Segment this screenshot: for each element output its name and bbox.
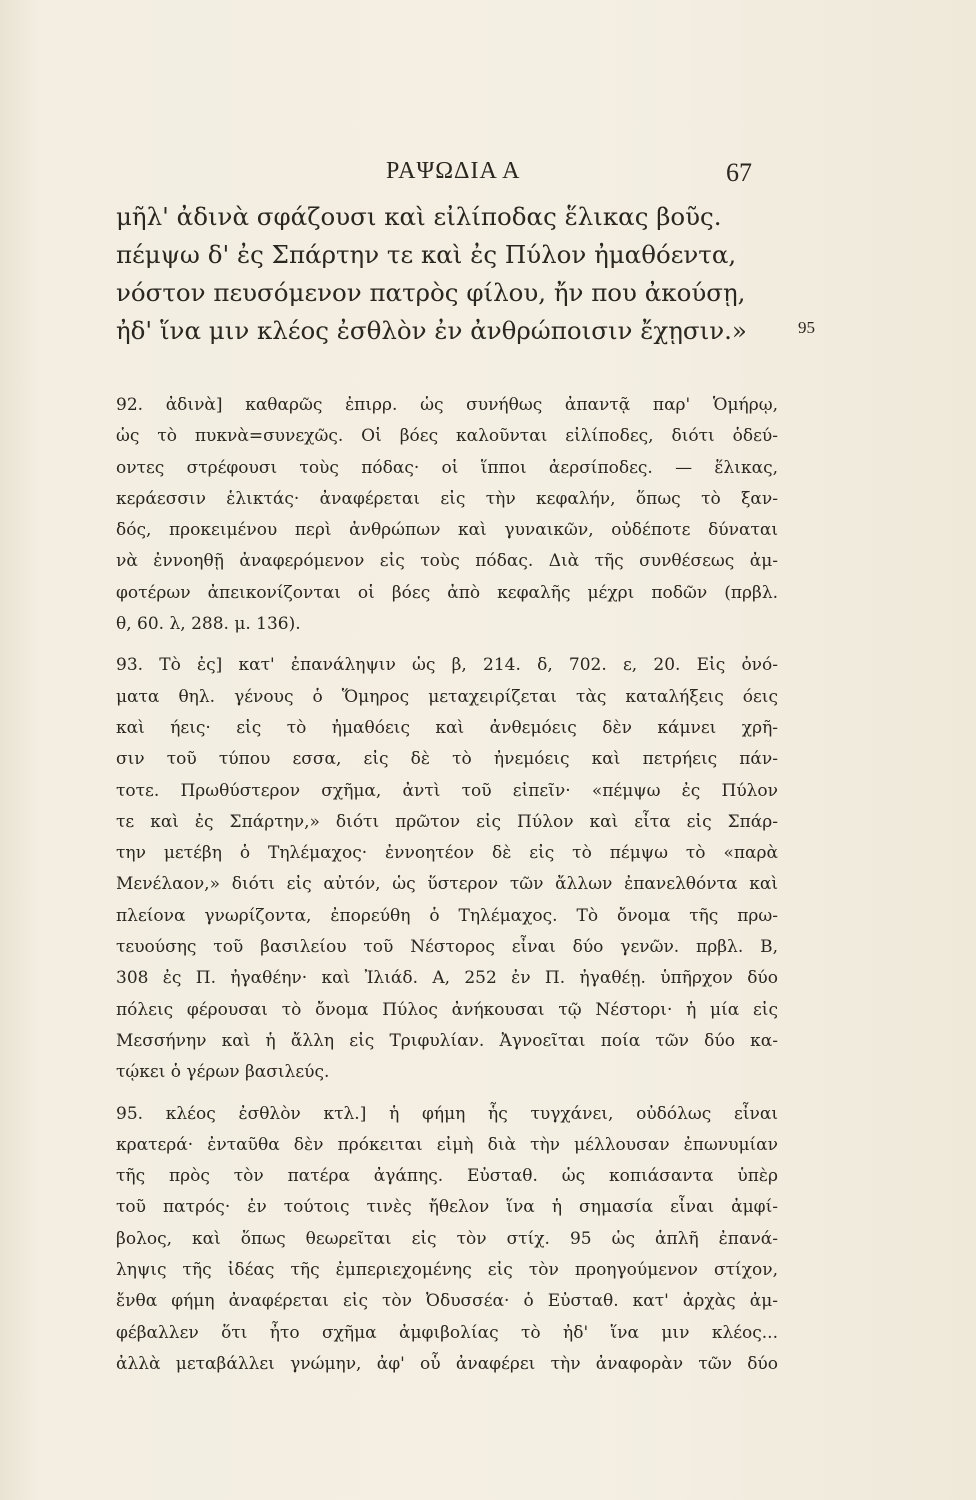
commentary-line: οντες στρέφουσι τοὺς πόδας· οἱ ἵπποι ἀερσίποδες. — ἕλικας, xyxy=(116,457,778,478)
commentary-line: ὡς τὸ πυκνὰ=συνεχῶς. Οἱ βόες καλοῦνται εἰλίποδες, διότι ὁδεύ- xyxy=(116,426,778,447)
commentary-line: τοτε. Πρωθύστερον σχῆμα, ἀντὶ τοῦ εἰπεῖν· «πέμψω ἐς Πύλον xyxy=(116,780,778,801)
commentary-line: τε καὶ ἐς Σπάρτην,» διότι πρῶτον εἰς Πύλον καὶ εἶτα εἰς Σπάρ- xyxy=(116,811,778,832)
commentary-line: βολος, καὶ ὅπως θεωρεῖται εἰς τὸν στίχ. 95 ὡς ἁπλῆ ἐπανά- xyxy=(116,1228,778,1249)
commentary-line: φέβαλλεν ὅτι ἦτο σχῆμα ἀμφιβολίας τὸ ἠδ' ἵνα μιν κλέος... xyxy=(116,1322,778,1343)
chapter-title: ΡΑΨΩΔΙΑ Α xyxy=(386,158,521,184)
running-head xyxy=(0,158,976,198)
commentary-note-92 xyxy=(116,390,778,640)
verse-line: νόστον πευσόμενον πατρὸς φίλου, ἤν που ἀκούσῃ, xyxy=(116,278,746,307)
verse-line: μῆλ' ἀδινὰ σφάζουσι καὶ εἰλίποδας ἕλικας βοῦς. xyxy=(116,202,722,231)
commentary-line: 308 ἐς Π. ἠγαθέην· καὶ Ἰλιάδ. Α, 252 ἐν Π. ἠγαθέῃ. ὑπῆρχον δύο xyxy=(116,968,778,989)
commentary-line: σιν τοῦ τύπου εσσα, εἰς δὲ τὸ ἠνεμόεις καὶ πετρήεις πάν- xyxy=(116,749,778,770)
commentary xyxy=(116,390,778,1390)
commentary-line: την μετέβη ὁ Τηλέμαχος· ἐννοητέον δὲ εἰς τὸ πέμψω τὸ «παρὰ xyxy=(116,843,778,864)
commentary-line: Μενέλαον,» διότι εἰς αὐτόν, ὡς ὕστερον τῶν ἄλλων ἐπανελθόντα καὶ xyxy=(116,874,778,895)
commentary-line: φοτέρων ἀπεικονίζονται οἱ βόες ἀπὸ κεφαλῆς μέχρι ποδῶν (πρβλ. xyxy=(116,582,778,603)
commentary-line: τοῦ πατρός· ἐν τούτοις τινὲς ἤθελον ἵνα ἡ σημασία εἶναι ἀμφί- xyxy=(116,1197,778,1218)
commentary-line: θ, 60. λ, 288. μ. 136). xyxy=(116,614,301,635)
commentary-line: δός, προκειμένου περὶ ἀνθρώπων καὶ γυναικῶν, οὐδέποτε δύναται xyxy=(116,520,778,541)
page-number: 67 xyxy=(726,158,752,187)
commentary-line: κρατερά· ἐνταῦθα δὲν πρόκειται εἰμὴ διὰ τὴν μέλλουσαν ἐπωνυμίαν xyxy=(116,1134,778,1155)
commentary-line: ἔνθα φήμη ἀναφέρεται εἰς τὸν Ὀδυσσέα· ὁ Εὐσταθ. κατ' ἀρχὰς ἀμ- xyxy=(116,1291,778,1312)
commentary-line: τευούσης τοῦ βασιλείου τοῦ Νέστορος εἶναι δύο γενῶν. πρβλ. Β, xyxy=(116,937,778,958)
commentary-line: 95. κλέος ἐσθλὸν κτλ.] ἡ φήμη ἧς τυγχάνει, οὐδόλως εἶναι xyxy=(116,1103,778,1124)
commentary-line: 92. ἀδινὰ] καθαρῶς ἐπιρρ. ὡς συνήθως ἀπαντᾷ παρ' Ὁμήρῳ, xyxy=(116,395,778,415)
verse-block xyxy=(116,198,776,350)
commentary-line: Μεσσήνην καὶ ἡ ἄλλη εἰς Τριφυλίαν. Ἀγνοεῖται ποία τῶν δύο κα- xyxy=(116,1030,778,1051)
commentary-line: τῴκει ὁ γέρων βασιλεύς. xyxy=(116,1062,330,1083)
commentary-line: τῆς πρὸς τὸν πατέρα ἀγάπης. Εὐσταθ. ὡς κοπιάσαντα ὑπὲρ xyxy=(116,1166,778,1187)
verse-line: πέμψω δ' ἐς Σπάρτην τε καὶ ἐς Πύλον ἠμαθόεντα, xyxy=(116,240,737,269)
commentary-line: καὶ ήεις· εἰς τὸ ἠμαθόεις καὶ ἀνθεμόεις δὲν κάμνει χρῆ- xyxy=(116,717,778,738)
commentary-line: νὰ ἐννοηθῇ ἀναφερόμενον εἰς τοὺς πόδας. Διὰ τῆς συνθέσεως ἀμ- xyxy=(116,551,778,572)
commentary-line: πλείονα γνωρίζοντα, ἐπορεύθη ὁ Τηλέμαχος. Τὸ ὄνομα τῆς πρω- xyxy=(116,905,778,926)
commentary-line: ἀλλὰ μεταβάλλει γνώμην, ἀφ' οὗ ἀναφέρει τὴν ἀναφορὰν τῶν δύο xyxy=(116,1353,778,1374)
commentary-line: πόλεις φέρουσαι τὸ ὄνομα Πύλος ἀνήκουσαι τῷ Νέστορι· ἡ μία εἰς xyxy=(116,999,778,1020)
verse-line-number: 95 xyxy=(798,318,815,337)
commentary-note-95 xyxy=(116,1099,778,1381)
commentary-line: κεράεσσιν ἑλικτάς· ἀναφέρεται εἰς τὴν κεφαλήν, ὅπως τὸ ξαν- xyxy=(116,488,778,509)
verse-line: ἠδ' ἵνα μιν κλέος ἐσθλὸν ἐν ἀνθρώποισιν ἔχῃσιν.» xyxy=(116,316,747,345)
commentary-line: ληψις τῆς ἰδέας τῆς ἐμπεριεχομένης εἰς τὸν προηγούμενον στίχον, xyxy=(116,1260,778,1281)
commentary-line: 93. Τὸ ἐς] κατ' ἐπανάληψιν ὡς β, 214. δ, 702. ε, 20. Εἰς ὀνό- xyxy=(116,655,778,676)
commentary-line: ματα θηλ. γένους ὁ Ὅμηρος μεταχειρίζεται τὰς καταλήξεις όεις xyxy=(116,686,778,707)
commentary-note-93 xyxy=(116,650,778,1088)
